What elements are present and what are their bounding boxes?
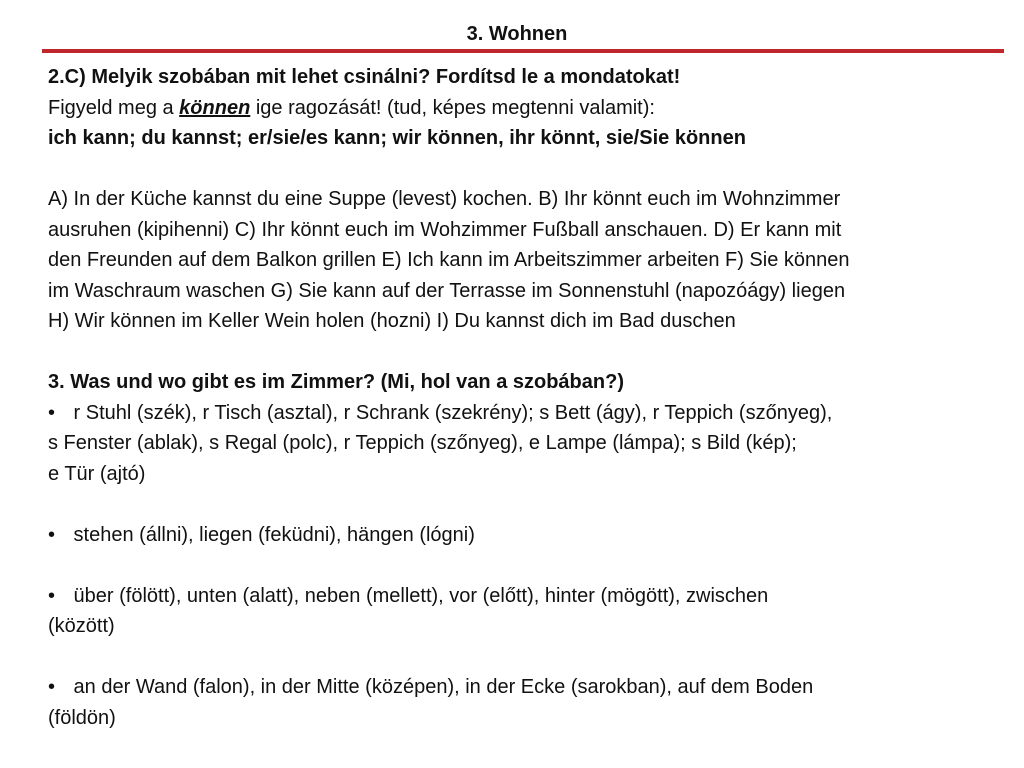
task-2c-instruction <box>48 93 994 124</box>
nouns-line <box>48 398 994 429</box>
bullet-icon: • <box>48 584 56 607</box>
sentences-paragraph <box>48 184 994 337</box>
instruction-text-end: ige ragozását! (tud, képes megtenni valamit): <box>250 96 655 119</box>
places-text: an der Wand (falon), in der Mitte (középen), in der Ecke (sarokban), auf dem Boden <box>68 676 814 698</box>
verbs-bullet <box>48 520 994 551</box>
title-divider <box>42 49 1004 53</box>
verbs-text: stehen (állni), liegen (feküdni), hängen (lógni) <box>68 523 475 546</box>
sentence-line: H) Wir können im Keller Wein holen (hozni) I) Du kannst dich im Bad duschen <box>48 310 736 332</box>
prepositions-line: (között) <box>48 615 115 637</box>
instruction-keyword: können <box>179 96 251 119</box>
nouns-line: e Tür (ajtó) <box>48 462 146 485</box>
conjugation-line: ich kann; du kannst; er/sie/es kann; wir können, ihr könnt, sie/Sie können <box>48 127 746 149</box>
spacer <box>48 154 994 185</box>
places-line <box>48 672 994 703</box>
bullet-icon: • <box>48 676 56 698</box>
sentence-line: im Waschraum waschen G) Sie kann auf der Terrasse im Sonnenstuhl (napozóágy) liegen <box>48 279 846 302</box>
places-line: (földön) <box>48 706 116 729</box>
nouns-line: s Fenster (ablak), s Regal (polc), r Teppich (szőnyeg), e Lampe (lámpa); s Bild (kép); <box>48 432 797 454</box>
spacer <box>48 337 994 368</box>
prepositions-line <box>48 581 994 612</box>
prepositions-text: über (fölött), unten (alatt), neben (mellett), vor (előtt), hinter (mögött), zwischen <box>68 584 769 607</box>
instruction-text-start: Figyeld meg a <box>48 96 180 119</box>
task-2c-heading: 2.C) Melyik szobában mit lehet csinálni? Fordítsd le a mondatokat! <box>48 66 681 88</box>
slide-title: 3. Wohnen <box>466 23 568 45</box>
sentence-line: A) In der Küche kannst du eine Suppe (levest) kochen. B) Ihr könnt euch im Wohnzimmer <box>48 188 841 210</box>
sentence-line: ausruhen (kipihenni) C) Ihr könnt euch im Wohzimmer Fußball anschauen. D) Er kann mit <box>48 218 842 241</box>
bullet-icon: • <box>48 401 56 424</box>
bullet-icon: • <box>48 523 56 546</box>
prepositions-bullet <box>48 581 994 642</box>
sentence-line: den Freunden auf dem Balkon grillen E) Ich kann im Arbeitszimmer arbeiten F) Sie können <box>48 249 850 271</box>
spacer <box>48 489 994 520</box>
nouns-bullet <box>48 398 994 490</box>
spacer <box>48 550 994 581</box>
slide-content <box>48 62 994 733</box>
spacer <box>48 642 994 673</box>
nouns-text: r Stuhl (szék), r Tisch (asztal), r Schrank (szekrény); s Bett (ágy), r Teppich (szőnyeg), <box>68 401 833 424</box>
task-3-heading: 3. Was und wo gibt es im Zimmer? (Mi, hol van a szobában?) <box>48 371 624 393</box>
places-bullet <box>48 672 994 733</box>
